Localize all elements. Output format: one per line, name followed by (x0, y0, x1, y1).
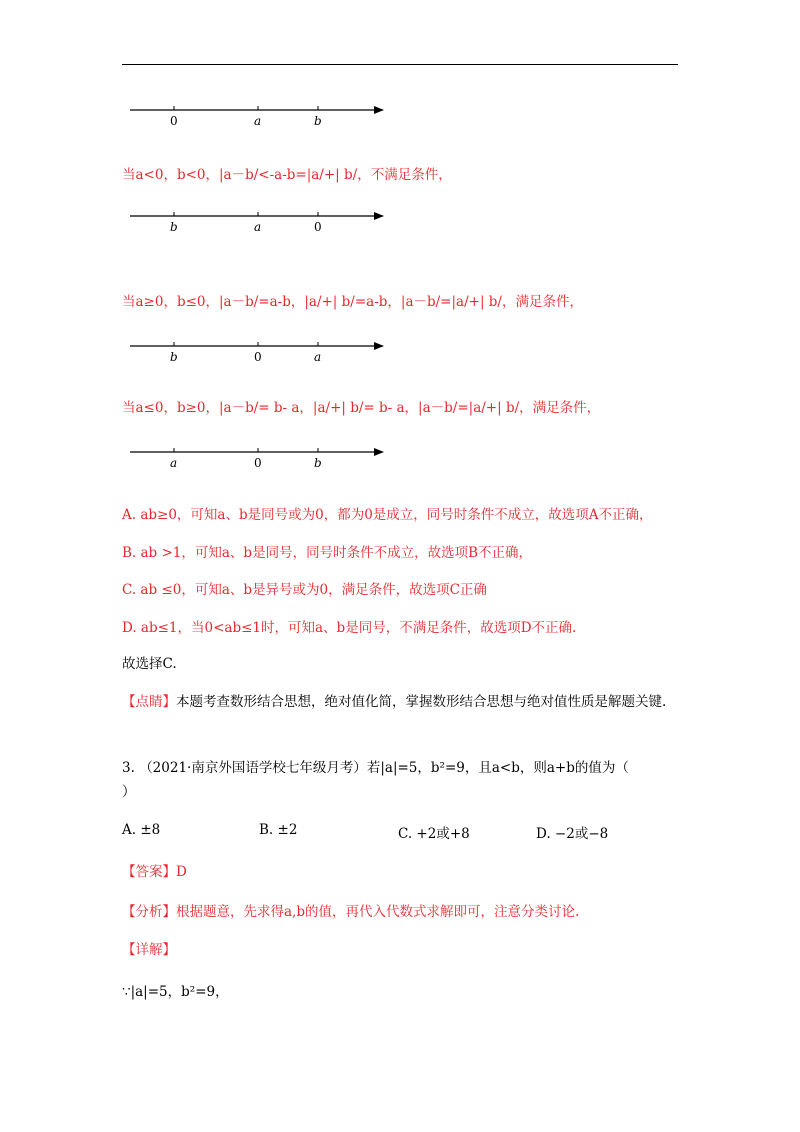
comment-text: 本题考查数形结合思想，绝对值化简，掌握数形结合思想与绝对值性质是解题关键. (176, 694, 667, 710)
option-analysis-a: A. ab≥0，可知a、b是同号或为0，都为0是成立，同号时条件不成立，故选项A不正确， (122, 507, 653, 523)
choice-d: D. −2或−8 (536, 826, 609, 842)
question-close: ） (122, 784, 136, 800)
nl3-label-2: 0 (254, 350, 262, 364)
comment-tag: 【点睛】 (122, 694, 176, 710)
answer-line (122, 862, 187, 882)
nl2-label-2: a (254, 220, 262, 234)
number-line-4 (130, 442, 390, 468)
given-line: ∵|a|=5，b²=9， (122, 984, 229, 1000)
nl2-label-1: b (170, 220, 178, 234)
nl3-label-3: a (314, 350, 322, 364)
answer-tag: 【答案】 (122, 864, 176, 880)
header-rule (122, 64, 678, 65)
analysis-text: 根据题意，先求得a,b的值，再代入代数式求解即可，注意分类讨论. (176, 904, 580, 920)
detail-line (122, 940, 176, 960)
number-line-1 (130, 100, 390, 126)
nl4-label-2: 0 (254, 456, 262, 470)
choice-c: C. +2或+8 (398, 826, 470, 842)
case-1: 当a<0，b<0，|a－b/<-a-b=|a/+| b/，不满足条件， (122, 167, 452, 183)
question-stem: 若|a|=5，b²=9，且a<b，则a+b的值为（ (366, 760, 629, 776)
nl1-label-1: 0 (170, 114, 178, 128)
detail-tag: 【详解】 (122, 942, 176, 958)
case-2: 当a≥0，b≤0，|a－b/=a-b，|a/+| b/=a-b，|a－b/=|a/+| b/，满足条件， (122, 294, 583, 310)
nl1-label-2: a (254, 114, 262, 128)
question-source: （2021·南京外国语学校七年级月考） (139, 760, 367, 776)
option-analysis-d: D. ab≤1，当0<ab≤1时，可知a、b是同号，不满足条件，故选项D不正确. (122, 620, 577, 636)
nl3-label-1: b (170, 350, 178, 364)
question-3 (122, 756, 682, 804)
comment-block (122, 690, 682, 714)
case-3: 当a≤0，b≥0，|a－b/= b- a，|a/+| b/= b- a，|a－b/=|a/+| b/，满足条件， (122, 400, 601, 416)
nl4-label-3: b (314, 456, 322, 470)
analysis-line (122, 902, 579, 922)
choice-a: A. ±8 (122, 822, 161, 838)
analysis-tag: 【分析】 (122, 904, 176, 920)
number-line-2 (130, 206, 390, 232)
nl2-label-3: 0 (314, 220, 322, 234)
nl4-label-1: a (170, 456, 178, 470)
conclusion: 故选择C. (122, 656, 177, 672)
answer-text: D (176, 864, 187, 880)
number-line-3 (130, 336, 390, 362)
question-number: 3. (122, 760, 135, 776)
nl1-label-3: b (314, 114, 322, 128)
option-analysis-b: B. ab >1，可知a、b是同号，同号时条件不成立，故选项B不正确， (122, 545, 532, 561)
choice-b: B. ±2 (259, 822, 298, 838)
option-analysis-c: C. ab ≤0，可知a、b是异号或为0，满足条件，故选项C正确 (122, 582, 487, 598)
